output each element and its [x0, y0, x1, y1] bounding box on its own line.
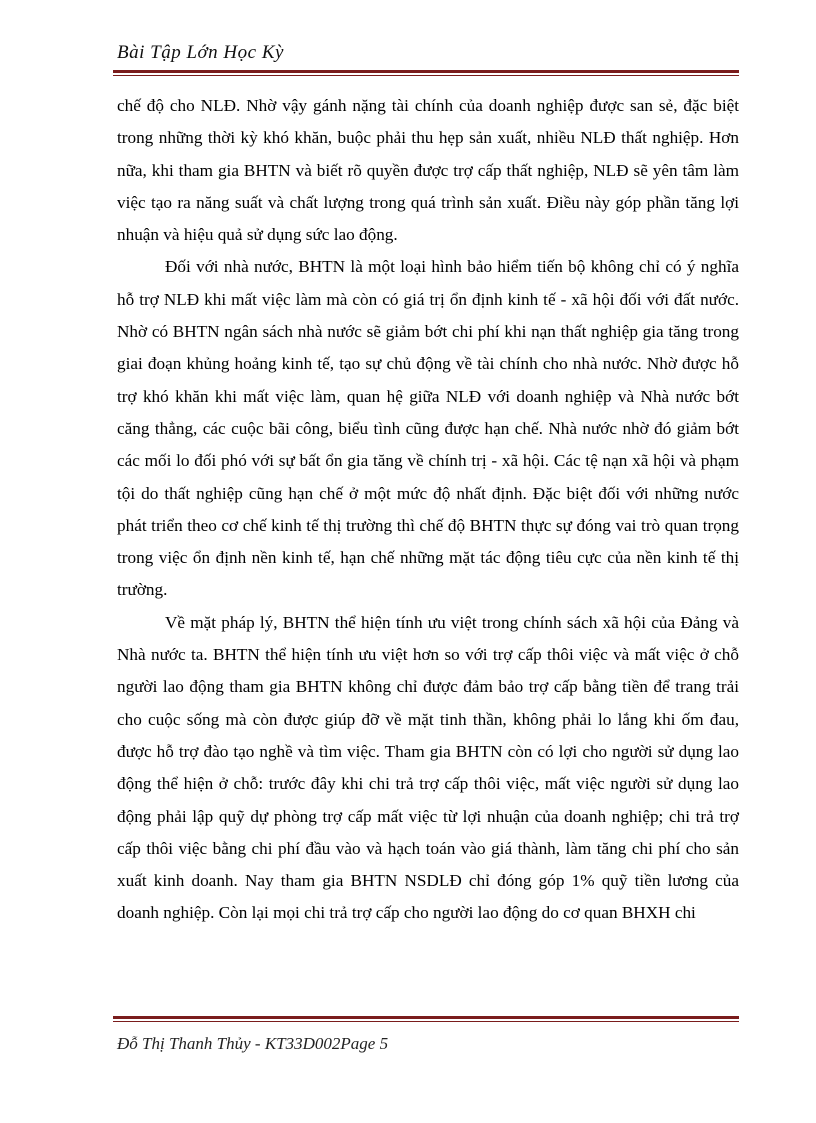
- footer-rule: [113, 1016, 739, 1022]
- header-rule-thick: [113, 70, 739, 73]
- page-footer: [117, 1034, 388, 1054]
- footer-page-label: Page 5: [340, 1034, 389, 1053]
- paragraph-legal-aspect: Về mặt pháp lý, BHTN thể hiện tính ưu việt trong chính sách xã hội của Đảng và Nhà nước ta. BHTN thể hiện tính ưu việt hơn so với trợ cấp thôi việc và mất việc ở chỗ người lao động tham gia BHTN không chỉ được đảm bảo trợ cấp bằng tiền để trang trải cho cuộc sống mà còn được giúp đỡ về mặt tinh thần, không phải lo lắng khi ốm đau, được hỗ trợ đào tạo nghề và tìm việc. Tham gia BHTN còn có lợi cho người sử dụng lao động thể hiện ở chỗ: trước đây khi chi trả trợ cấp thôi việc, mất việc người sử dụng lao động phải lập quỹ dự phòng trợ cấp mất việc từ lợi nhuận của doanh nghiệp; chi trả trợ cấp thôi việc bằng chi phí đầu vào và hạch toán vào giá thành, làm tăng chi phí cho sản xuất kinh doanh. Nay tham gia BHTN NSDLĐ chỉ đóng góp 1% quỹ tiền lương của doanh nghiệp. Còn lại mọi chi trả trợ cấp cho người lao động do cơ quan BHXH chi: [117, 612, 739, 923]
- header-rule: [113, 70, 739, 76]
- paragraph-continuation: chế độ cho NLĐ. Nhờ vậy gánh nặng tài chính của doanh nghiệp được san sẻ, đặc biệt trong những thời kỳ khó khăn, buộc phải thu hẹp sản xuất, nhiều NLĐ thất nghiệp. Hơn nữa, khi tham gia BHTN và biết rõ quyền được trợ cấp thất nghiệp, NLĐ sẽ yên tâm làm việc tạo ra năng suất và chất lượng trong quá trình sản xuất. Điều này góp phần tăng lợi nhuận và hiệu quả sử dụng sức lao động.: [117, 96, 739, 245]
- footer-author: Đỗ Thị Thanh Thủy: [117, 1034, 251, 1053]
- body-text: [117, 90, 739, 930]
- paragraph-state-benefits: Đối với nhà nước, BHTN là một loại hình bảo hiểm tiến bộ không chỉ có ý nghĩa hỗ trợ NLĐ khi mất việc làm mà còn có giá trị ổn định kinh tế - xã hội đối với đất nước. Nhờ có BHTN ngân sách nhà nước sẽ giảm bớt chi phí khi nạn thất nghiệp gia tăng trong giai đoạn khủng hoảng kinh tế, tạo sự chủ động về tài chính cho nhà nước. Nhờ được hỗ trợ khó khăn khi mất việc làm, quan hệ giữa NLĐ với doanh nghiệp và Nhà nước bớt căng thẳng, các cuộc bãi công, biểu tình cũng được hạn chế. Nhà nước nhờ đó giảm bớt các mối lo đối phó với sự bất ổn gia tăng về chính trị - xã hội. Các tệ nạn xã hội và phạm tội do thất nghiệp cũng hạn chế ở một mức độ nhất định. Đặc biệt đối với những nước phát triển theo cơ chế kinh tế thị trường thì chế độ BHTN thực sự đóng vai trò quan trọng trong việc ổn định nền kinh tế, hạn chế những mặt tác động tiêu cực của nền kinh tế thị trường.: [117, 257, 739, 600]
- header-title: Bài Tập Lớn Học Kỳ: [117, 42, 284, 63]
- footer-separator: -: [250, 1034, 265, 1053]
- footer-rule-thin: [113, 1021, 739, 1022]
- footer-class-code: KT33D002: [264, 1034, 341, 1053]
- footer-rule-thick: [113, 1016, 739, 1019]
- header-rule-thin: [113, 75, 739, 76]
